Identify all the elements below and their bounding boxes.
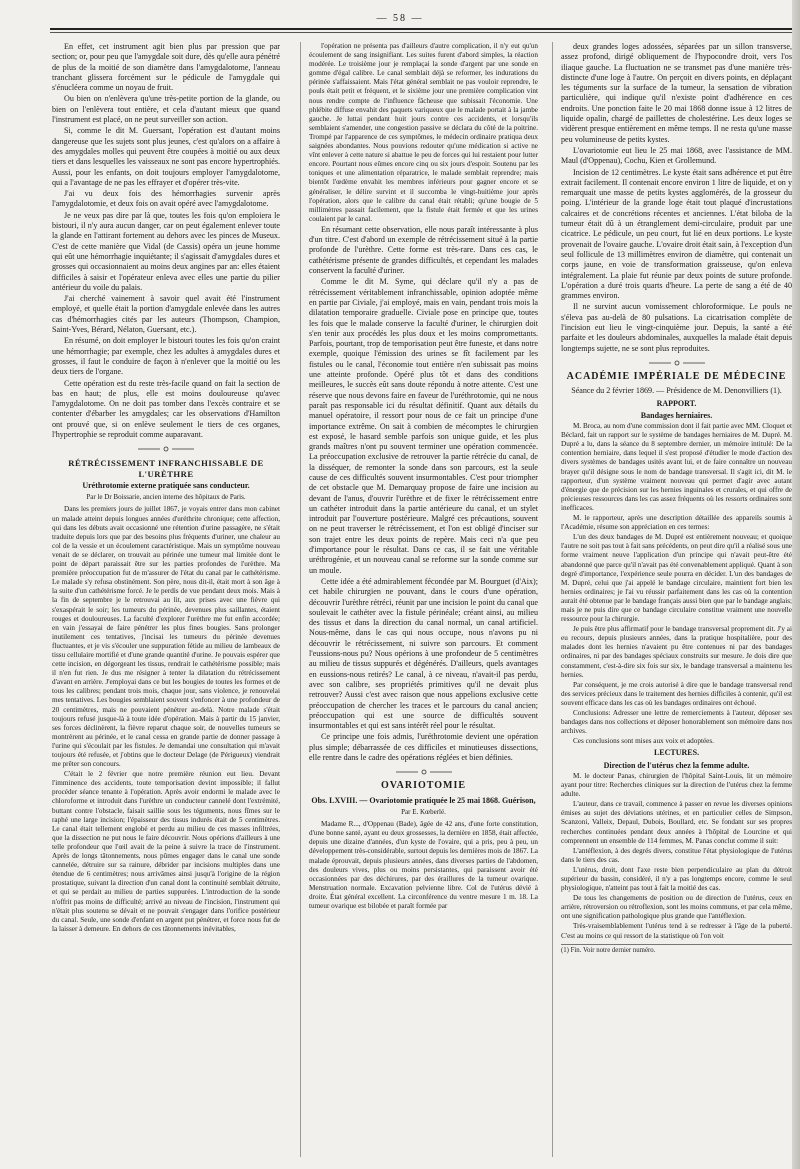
paragraph: M. le docteur Panas, chirurgien de l'hôpital Saint-Louis, lit un mémoire ayant pour titre: Recherches cliniques sur la direction de l'utérus chez la femme adulte. xyxy=(561,771,792,799)
paragraph: Comme le dit M. Syme, qui déclare qu'il n'y a pas de rétrécissement véritablement infranchissable, opinion adoptée même en partie par Civiale, j'ai employé, mais en vain, pendant trois mois la dilatation temporaire graduelle. Civiale pose en principe que, toutes les fois que le malade conserve la faculté d'uriner, le chirurgien doit s'en tenir aux procédés les plus doux et les moins compromettants. Parfois, pourtant, trop de temporisation peut être funeste, et dans notre exemple, quoique l'émission des urines se fît facilement par les fistules ou le canal, l'économie tout entière n'en subissait pas moins une atteinte profonde. Opéré plus tôt et dans des conditions meilleures, le succès eût sans doute répondu à notre attente. C'est une réserve que nous devons faire en faveur de l'uréthrotomie, qui ne nous paraît pas responsable ici du résultat définitif. Quant aux détails du manuel opératoire, il ressort pour nous de ce fait un principe d'une importance extrême. On sait à combien de mécomptes le chirurgien est exposé, le hasard semble parfois son unique guide, et les plus grands maîtres n'ont pu souvent terminer une opération commencée. La préoccupation exclusive de retrouver la partie rétrécie du canal, de la disséquer, de remonter la sonde dans son parcours, est la seule cause de ces difficultés souvent insurmontables. C'est pour triompher de cet obstacle que M. Demarquay propose de faire une incision au devant de l'anus, d'ouvrir l'urèthre et de fixer le rétrécissement entre un cathéter introduit dans la partie antérieure du canal, et un stylet introduit par l'ouverture postérieure. Malgré ces précautions, souvent on ne peut traverser le rétrécissement, et l'on est obligé d'inciser sur son trajet entre les deux points de repère. Mais ceci n'a que peu d'importance pour le résultat. Dans ce cas, il se fait une véritable uréthrogénie, et un nouveau canal se reforme sur la sonde comme sur un moule. xyxy=(309,277,538,575)
paragraph: Je ne veux pas dire par là que, toutes les fois qu'on emploiera le bistouri, il n'y aura aucun danger, car on peut également enlever toute la glande en l'attirant fortement au dehors avec les pinces de Museux. C'est de cette manière que Vidal (de Cassis) opéra un jeune homme qui eût une hémorrhagie inquiétante; il s'agissait d'amygdales dures et grosses qui occasionnaient au moins deux angines par an: elles étaient difficiles à saisir et l'opérateur enleva avec elles une partie du pilier antérieur du voile du palais. xyxy=(52,210,280,292)
lectures-subtitle: Direction de l'utérus chez la femme adulte. xyxy=(603,760,750,770)
paragraph: L'ovariotomie eut lieu le 25 mai 1868, avec l'assistance de MM. Maul (d'Oppenau), Cochu, Kien et Grollemund. xyxy=(561,145,792,166)
paragraph: Incision de 12 centimètres. Le kyste était sans adhérence et put être extrait facilement. Il contenait encore environ 1 litre de liquide, et on y remarquait une masse de petits kystes agglomérés, de la grosseur du poing. L'intérieur de la grande loge était tout plaqué d'incrustations calcaires et de concrétions récentes et anciennes. L'état biloba de la tumeur était dû à un étranglement demi-circulaire, produit par une cicatrice. Le pédicule, un peu court, fut lié en deux portions. Le kyste provenait de l'ovaire gauche. L'ovaire droit était sain, à l'exception d'un seul follicule de 13 millimètres environ de diamètre, qui contenait un corps jaune, en voie de transformation graisseuse, qu'on enleva intégralement. La plaie fut réunie par deux points de suture profonde. L'opération a duré trois quarts d'heure. La perte de sang a été de 40 grammes environ. xyxy=(561,167,792,301)
paragraph: deux grandes loges adossées, séparées par un sillon transverse, assez profond, dirigé obliquement de l'hypocondre droit, vers l'os iliaque gauche. La fluctuation ne se transmet pas d'une manière très-distincte d'une loge à l'autre. On perçoit en divers points, en déplaçant les téguments sur la surface de la tumeur, la sensation de vibration particulière, qui indique qu'il n'existe point d'adhérence en ces endroits. Une ponction faite le 20 mai 1868 donne issue à 12 litres de liquide opalin, chargé de paillettes de cholestérine. Les deux loges se vidèrent presque entièrement en même temps. Il ne resta qu'une masse peu volumineuse de petits kystes. xyxy=(561,42,792,144)
paragraph: Par conséquent, je me crois autorisé à dire que le bandage transversal rend des services précieux dans le traitement des hernies difficiles à contenir, qu'il est souvent efficace dans les cas où les bandages ordinaires ont échoué. xyxy=(561,680,792,707)
paragraph: L'auteur, dans ce travail, commence à passer en revue les diverses opinions émises au sujet des déviations utérines, et en particulier celles de Simpson, Scanzoni, Valleix, Depaul, Dubois, Boullard, etc. Se fondant sur ses propres recherches continuées pendant deux années à l'hôpital de Lourcine et qui comprennent un ensemble de 114 femmes, M. Panas conclut comme il suit: xyxy=(561,800,792,845)
paragraph: C'était le 2 février que notre première réunion eut lieu. Devant l'imminence des accidents, toute temporisation devint impossible; il fallut procéder séance tenante à l'opération. Après avoir endormi le malade avec le chloroforme et introduit dans l'urèthre un conducteur cannelé dont l'extrémité, buttant contre l'obstacle, faisait saillie sous les téguments, nous fîmes sur le raphé une large incision; l'épaisseur des tissus indurés était de 5 centimètres. Le canal était tellement englobé et perdu au milieu de ces masses infiltrées, que la dissection ne put nous le faire découvrir. Nous opérions d'ailleurs à une telle profondeur que l'œil avait de la peine à suivre la trace de l'instrument. Après de longs tâtonnements, nous pûmes engager dans le canal une sonde cannelée, détruire sur sa rainure, débrider par incisions multiples dans une étendue de 6 centimètres; nous arrivâmes ainsi jusqu'à l'origine de la région prostatique, suivant la direction d'un canal dont la continuité semblait détruite, et qui se perdait au milieu de parties suppurées. L'introduction de la sonde n'offrit pas moins de difficulté; arrivé au niveau de l'incision, l'instrument qui n'était plus soutenu se dévait et ne pouvait s'engager dans l'orifice postérieur du canal. Seule, une sonde d'enfant en argent put pénétrer, et force nous fut de la laisser à demeure. En dehors de ces tâtonnements inévitables, xyxy=(52,770,280,933)
paragraph: M. Broca, au nom d'une commission dont il fait partie avec MM. Cloquet et Béclard, fait un rapport sur le système de bandages herniaires de M. Dupré. M. Dupré a lu, dans la séance du 8 septembre dernier, un mémoire intitulé: De la contention herniaire, dans lequel il s'est proposé d'étudier le mode d'action des divers systèmes de bandages usités avant lui, et de faire connaître un nouveau brayer qu'il désigne sous le nom de bandage transversal. Il s'agit ici, dit M. le rapporteur, d'un système vraiment nouveau qui permet d'agir avec autant d'énergie que de précision sur les hernies inguinales et crurales, et qui offre de précieuses ressources dans les cas assez fréquents où les ressorts ordinaires sont inefficaces. xyxy=(561,422,792,512)
paragraph: En résumant cette observation, elle nous paraît intéressante à plus d'un titre. C'est d'abord un exemple de rétrécissement situé à la partie profonde de l'urèthre. Cette forme est très-rare. Dans ces cas, le cathétérisme présente de grandes difficultés, et cependant les malades conservent la faculté d'uriner. xyxy=(309,224,538,276)
byline: Par le Dr Boissarie, ancien interne des hôpitaux de Paris. xyxy=(86,493,246,502)
section-ornament xyxy=(136,446,196,452)
paragraph: L'un des deux bandages de M. Dupré est entièrement nouveau; et quoique l'autre ne soit pas tout à fait sans précédents, on peut dire qu'il a réalisé sous une forme vraiment neuve l'application d'un principe qui n'avait peut-être été abandonné que parce qu'il n'avait pas été convenablement appliqué. Quant à son degré d'importance, l'expérience seule pourra en décider. L'un des bandages de M. Dupré, celui que j'ai appelé le bandage circulaire, maintient fort bien les hernies ordinaires; je l'ai vu réussir parfaitement dans les cas où la contention aurait été obtenue par le bandage français aussi bien que par le bandage anglais; mais je ne puis dire que ce bandage circulaire constitue vraiment une nouvelle ressource pour la chirurgie. xyxy=(561,533,792,624)
page-edge xyxy=(792,0,800,1169)
paragraph: J'ai cherché vainement à savoir quel avait été l'instrument employé, et quelle était la portion d'amygdale enlevée dans les autres cas d'hémorrhagies cités par les auteurs (Thompson, Champion, Saint-Yves, Bérard, Nélaton, Guersant, etc.). xyxy=(52,294,280,335)
footnote: (1) Fin. Voir notre dernier numéro. xyxy=(561,944,792,956)
paragraph: Ces conclusions sont mises aux voix et adoptées. xyxy=(573,737,714,746)
section-title: OVARIOTOMIE xyxy=(380,780,467,792)
rapport-subtitle: Bandages herniaires. xyxy=(640,410,713,420)
section-subtitle: Uréthrotomie externe pratiquée sans conducteur. xyxy=(82,480,250,490)
paragraph: Très-vraisemblablement l'utérus tend à se redresser à l'âge de la puberté. C'est au moins ce qui ressort de la statistique où l'on voit xyxy=(561,922,792,940)
seance-line: Séance du 2 février 1869. — Présidence de M. Denonvilliers (1). xyxy=(571,386,782,396)
section-subtitle: Obs. LXVIII. — Ovariotomie pratiquée le 25 mai 1868. Guérison, xyxy=(311,795,536,805)
column-3 xyxy=(552,42,792,1157)
paragraph: Dans les premiers jours de juillet 1867, je voyais entrer dans mon cabinet un malade atteint depuis longues années d'uréthrite chronique; cette affection, qui dans les débuts avait occasionné une rétention d'urine passagère, ne s'était traduite depuis lors que par des besoins plus fréquents d'uriner, une chaleur au col de la vessie et un écoulement caractéristique. Mais un symptôme nouveau venait de se déclarer, on trouvait au périnée une tumeur mal limitée dont le point de départ paraissait être sur les parties profondes de l'urèthre. Ma première préoccupation fut de m'assurer de l'état du canal par le cathétérisme. Le malade s'y refusa obstinément. Son père, nous dit-il, était mort à son âge à la suite d'un cathétérisme forcé. Je le perdis de vue pendant deux mois. Mais à la fin de septembre je le retrouvai au lit, aux prises avec une fièvre qui s'exaspérait le soir; les tumeurs du périnée, devenues plus saillantes, étaient rouges et douloureuses. La faculté d'explorer l'urèthre me fut enfin accordée; en vain j'essayai de faire pénétrer les plus fines bougies. Sans prolonger inutilement ces tentatives, j'incisai les tumeurs du périnée devenues fluctuantes, et je vis s'écouler une suppuration fétide au milieu de lambeaux de tissu cellulaire mortifié et d'une grande quantité d'urine. Je pouvais espérer que cette incision, en dégorgeant les tissus, rendrait le cathétérisme possible; mais il n'en fut rien. Je dus me résigner à tenter la dilatation du rétrécissement d'avant en arrière. J'employai dans ce but les bougies de toutes les formes et de tous les calibres; pendant trois mois, chaque jour, sans violence, je renouvelai mes tentatives. Les bougies semblaient souvent s'enfoncer à une profondeur de 20 centimètres, mais ne pouvaient pénétrer au-delà. Notre malade s'était toujours refusé jusque-là à toute idée d'opération. Mais à partir du 15 janvier, ses forces déclinèrent, la fièvre reparut chaque soir, de nouvelles tumeurs se montrèrent au périnée, et le canal cessa en grande partie de donner passage à l'urine qui s'écoulait par les fistules. Je demandai une consultation qui m'avait toujours été refusée, et j'obtins que le docteur Delage (de Périgueux) viendrait me prêter son concours. xyxy=(52,505,280,769)
paragraph: M. le rapporteur, après une description détaillée des appareils soumis à l'Académie, résume son appréciation en ces termes: xyxy=(561,514,792,532)
paragraph: Conclusions: Adresser une lettre de remerciements à l'auteur, déposer ses bandages dans nos collections et déposer honorablement son mémoire dans nos archives. xyxy=(561,709,792,736)
paragraph: En effet, cet instrument agit bien plus par pression que par section; or, pour peu que l'amygdale soit dure, dès qu'elle aura pénétré de plus de la moitié de son diamètre dans l'amygdalotome, l'anneau tranchant glissera forcément sur le pédicule de l'amygdale qui s'énucléera comme un noyau de fruit. xyxy=(52,42,280,93)
paragraph: Je puis être plus affirmatif pour le bandage transversal proprement dit. J'y ai eu recours, depuis plusieurs années, dans la pratique hospitalière, pour des malades dont les hernies n'avaient pu être contenues ni par des bandages ordinaires, ni par des bandages spéciaux construits sur mesure. Je dois dire que constamment, c'est-à-dire six fois sur six, le bandage transversal a maintenu les hernies. xyxy=(561,625,792,679)
paragraph: En résumé, on doit employer le bistouri toutes les fois qu'on craint une hémorrhagie; par exemple, chez les adultes à amygdales dures et grosses, il faut le conduire de façon à n'enlever que la moitié ou les deux tiers de l'organe. xyxy=(52,336,280,377)
header-rule xyxy=(50,28,792,30)
column-1 xyxy=(52,42,280,1157)
column-2 xyxy=(300,42,538,1157)
paragraph: L'antéflexion, à des degrés divers, constitue l'état physiologique de l'utérus dans le tiers des cas. xyxy=(561,846,792,864)
section-title: ACADÉMIE IMPÉRIALE DE MÉDECINE xyxy=(566,370,787,382)
paragraph: De tous les changements de position ou de direction de l'utérus, ceux en arrière, rétroversion ou rétroflexion, sont les moins communs, et par cela même, ont une signification pathologique plus grande que l'antéflexion. xyxy=(561,894,792,921)
page-number: — 58 — xyxy=(376,13,424,24)
section-ornament xyxy=(394,769,454,775)
paragraph: Madame R..., d'Oppenau (Bade), âgée de 42 ans, d'une forte constitution, d'une bonne santé, ayant eu deux grossesses, la dernière en 1858, était affectée, depuis une dizaine d'années, d'un kyste de l'ovaire, qui a pris, peu à peu, un développement très-considérable, surtout depuis les dernières mois de 1867. La malade éprouvait, depuis plusieurs années, dans diverses parties de l'abdomen, des douleurs vives, plus ou moins persistantes, qui paraissent avoir été occasionnées par des déchirures, par des éraillures de la tumeur ovarique. Menstruation normale. Excavation pelvienne libre. Col de l'utérus dévié à droite. État général excellent. La circonférence du ventre mesure 1 m. 18. La tumeur ovarique est bilobée et paraît formée par xyxy=(309,820,538,911)
paragraph: Cette opération est du reste très-facile quand on fait la section de bas en haut; de plus, elle est moins douloureuse qu'avec l'amygdalotome. On ne doit pas tomber dans l'excès contraire et se contenter d'ébarber les amygdales; car les observations d'Hamilton ont prouvé que, si on enlève seulement le tiers de ces organes, l'hypertrophie se reproduit comme auparavant. xyxy=(52,378,280,439)
paragraph: Ou bien on n'enlèvera qu'une très-petite portion de la glande, ou bien on l'enlèvera tout entière, et cela d'autant mieux que quand l'instrument est placé, on ne peut surveiller son action. xyxy=(52,94,280,125)
lectures-title: LECTURES. xyxy=(653,748,700,758)
paragraph: J'ai vu deux fois des hémorrhagies survenir après l'amygdalotomie, et deux fois on avait opéré avec l'amygdalotome. xyxy=(52,189,280,209)
paragraph: Cette idée a été admirablement fécondée par M. Bourguet (d'Aix); cet habile chirurgien ne pouvant, dans le cours d'une opération, découvrir l'urèthre rétréci, réunit par une incision le point du canal que soulevait le cathéter avec la fistule périnéale; créant ainsi, au milieu des tissus et dans la direction du canal normal, un canal artificiel. Nous-même, dans le cas qui nous occupe, nous n'avons pu ni découvrir le rétrécissement, ni suivre son parcours. Et comment l'eussions-nous pu? Nous opérions à une profondeur de 5 centimètres au milieu de tissus suppurés et dégénérés. D'ailleurs, quels avantages en eussions-nous retirés? Le canal, à ce niveau, n'avait-il pas perdu, avec son calibre, ses propriétés primitives qu'il ne devait plus retrouver? Aussi c'est avec raison que nous appelions exclusive cette préoccupation de chercher les traces et le parcours du canal ancien; préoccupation qui est une source de difficultés souvent insurmontables et qui est sans intérêt réel pour le résultat. xyxy=(309,576,538,731)
paragraph: Ce principe une fois admis, l'uréthrotomie devient une opération plus simple; débarrassée de ces difficiles et minutieuses dissections, elle rentre dans le cadre des opérations réglées et bien définies. xyxy=(309,732,538,763)
byline: Par E. Kœberlé. xyxy=(401,807,446,816)
section-title: RÉTRÉCISSEMENT INFRANCHISSABLE DE L'URÈTHRE xyxy=(68,458,264,479)
paragraph: Si, comme le dit M. Guersant, l'opération est d'autant moins dangereuse que les sujets sont plus jeunes, c'est qu'alors on a affaire à des amygdales molles qui peuvent être coupées à moitié ou aux deux tiers et dans lesquelles les vaisseaux ne sont pas encore hypertrophiés. Aussi, pour les enfants, on doit toujours employer l'amygdalotome, qui a l'avantage de ne pas les effrayer et d'opérer très-vite. xyxy=(52,126,280,187)
paragraph: Il ne survint aucun vomissement chloroformique. Le pouls ne s'éleva pas au-delà de 80 pulsations. La cicatrisation complète de l'incision eut lieu le vingt-cinquième jour. Depuis, la santé a été parfaite et les douleurs abdominales, auxquelles la malade était depuis longtemps sujette, ne se sont plus reproduites. xyxy=(561,302,792,353)
rapport-title: RAPPORT. xyxy=(656,398,697,408)
paragraph: L'utérus, droit, dont l'axe reste bien perpendiculaire au plan du détroit supérieur du bassin, considéré, il n'y a pas longtemps encore, comme le seul physiologique, n'atteint pas tout à fait la moitié des cas. xyxy=(561,865,792,893)
paragraph: l'opération ne présenta pas d'ailleurs d'autre complication, il n'y eut qu'un écoulement de sang insignifiant. Les suites furent d'abord simples, la réaction modérée. Le troisième jour je remplaçai la sonde d'argent par une sonde en gomme d'égal calibre. Le canal semblait déjà se reformer, les indurations du périnée s'affaissaient. Mais l'état général semblait ne pas vouloir reprendre, le pouls était petit et fréquent, et le sixième jour une première complication vint nous rendre compte de l'influence fâcheuse que subissait l'économie. Une phlébite diffuse envahit des paquets variqueux que le malade portait à la jambe gauche. Je luttai pendant huit jours contre ces accidents, et lorsqu'ils semblaient s'amender, une congestion passive se déclara du côté de la poitrine. Trompé par l'apparence de ces symptômes, le médecin ordinaire pratiqua deux saignées abondantes. Nous pouvions redouter qu'une médication si active ne vînt enlever à cette nature si abattue le peu de forces qui lui restaient pour lutter encore. Pourtant nous eûmes encore cinq ou six jours d'espoir. Soutenu par les toniques et une alimentation réparatrice, le malade semblait reprendre; mais bientôt l'œdème envahit les membres inférieurs pour gagner encore et se généraliser, le délire survint et il succomba le vingt-huitième jour après l'opération, alors que le calibre du canal était rétabli; qu'une bougie de 5 millimètres passait facilement, que la fistule était fermée et que les urines coulaient par le canal. xyxy=(309,42,538,223)
section-ornament xyxy=(647,360,707,366)
header-rule-thin xyxy=(50,32,792,33)
